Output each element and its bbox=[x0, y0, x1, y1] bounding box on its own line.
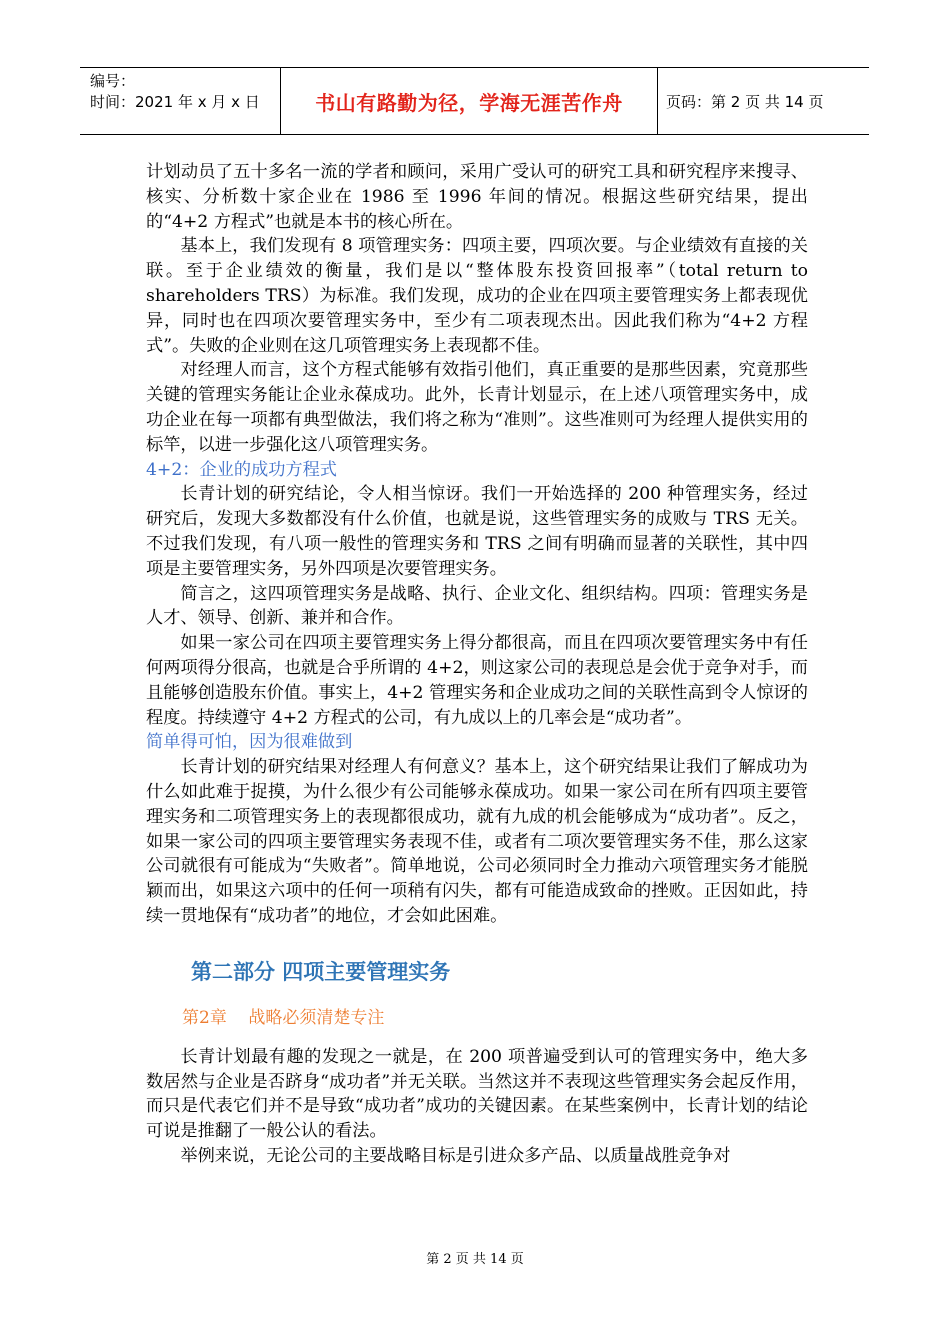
part-title: 第二部分 四项主要管理实务 bbox=[191, 959, 451, 984]
paragraph: 基本上，我们发现有 8 项管理实务：四项主要，四项次要。与企业绩效有直接的关联。至于企业绩效的衡量，我们是以“整体股东投资回报率”（total return to shareholders TRS）为标准。我们发现，成功的企业在四项主要管理实务上都表现优异，同时也在四项次要管理实务中，至少有二项表现杰出。因此我们称为“4+2 方程式”。失败的企业则在这几项管理实务上表现都不佳。 bbox=[146, 236, 808, 356]
paragraph: 长青计划的研究结果对经理人有何意义？基本上，这个研究结果让我们了解成功为什么如此难于捉摸，为什么很少有公司能够永葆成功。如果一家公司在所有四项主要管理实务和二项管理实务上的表现都很成功，就有九成的机会能够成为“成功者”。反之，如果一家公司的四项主要管理实务表现不佳，或者有二项次要管理实务不佳，那么这家公司就很有可能成为“失败者”。简单地说，公司必须同时全力推动六项管理实务才能脱颖而出，如果这六项中的任何一项稍有闪失，都有可能造成致命的挫败。正因如此，持续一贯地保有“成功者”的地位，才会如此困难。 bbox=[146, 757, 808, 926]
paragraph: 长青计划的研究结论，令人相当惊讶。我们一开始选择的 200 种管理实务，经过研究后，发现大多数都没有什么价值，也就是说，这些管理实务的成败与 TRS 无关。不过我们发现，有八项一般性的管理实务和 TRS 之间有明确而显著的关联性，其中四项是主要管理实务，另外四项是次要管理实务。 bbox=[146, 484, 808, 579]
paragraph: 对经理人而言，这个方程式能够有效指引他们，真正重要的是那些因素，究竟那些关键的管理实务能让企业永葆成功。此外，长青计划显示，在上述八项管理实务中，成功企业在每一项都有典型做法，我们将之称为“准则”。这些准则可为经理人提供实用的标竿，以进一步强化这八项管理实务。 bbox=[146, 360, 808, 455]
paragraph: 简言之，这四项管理实务是战略、执行、企业文化、组织结构。四项：管理实务是人才、领导、创新、兼并和合作。 bbox=[146, 583, 808, 629]
paragraph: 计划动员了五十多名一流的学者和顾问，采用广受认可的研究工具和研究程序来搜寻、核实、分析数十家企业在 1986 至 1996 年间的情况。根据这些研究结果，提出的“4+2 方程式”也就是本书的核心所在。 bbox=[146, 162, 808, 232]
document-time-label: 时间：2021 年 x 月 x 日 bbox=[90, 93, 260, 111]
paragraph: 如果一家公司在四项主要管理实务上得分都很高，而且在四项次要管理实务中有任何两项得分很高，也就是合乎所谓的 4+2，则这家公司的表现总是会优于竞争对手，而且能够创造股东价值。事实上，4+2 管理实务和企业成功之间的关联性高到令人惊讶的程度。持续遵守 4+2 方程式的公司，有九成以上的几率会是“成功者”。 bbox=[146, 633, 808, 728]
paragraph: 长青计划最有趣的发现之一就是，在 200 项普遍受到认可的管理实务中，绝大多数居然与企业是否跻身“成功者”并无关联。当然这并不表现这些管理实务会起反作用，而只是代表它们并不是导致“成功者”成功的关键因素。在某些案例中，长青计划的结论可说是推翻了一般公认的看法。 bbox=[146, 1046, 808, 1142]
chapter-title: 第2章 战略必须清楚专注 bbox=[182, 1007, 385, 1028]
page-footer: 第 2 页 共 14 页 bbox=[426, 1252, 524, 1267]
page-header bbox=[80, 67, 869, 135]
header-motto: 书山有路勤为径，学海无涯苦作舟 bbox=[281, 68, 658, 134]
header-page-info: 页码：第 2 页 共 14 页 bbox=[666, 92, 824, 111]
header-meta bbox=[80, 68, 281, 134]
section-heading: 简单得可怕，因为很难做到 bbox=[146, 732, 353, 753]
document-number-label: 编号： bbox=[90, 72, 136, 90]
section-heading: 4+2：企业的成功方程式 bbox=[146, 459, 337, 480]
document-body bbox=[146, 160, 808, 1169]
paragraph: 举例来说，无论公司的主要战略目标是引进众多产品、以质量战胜竞争对 bbox=[180, 1145, 731, 1166]
